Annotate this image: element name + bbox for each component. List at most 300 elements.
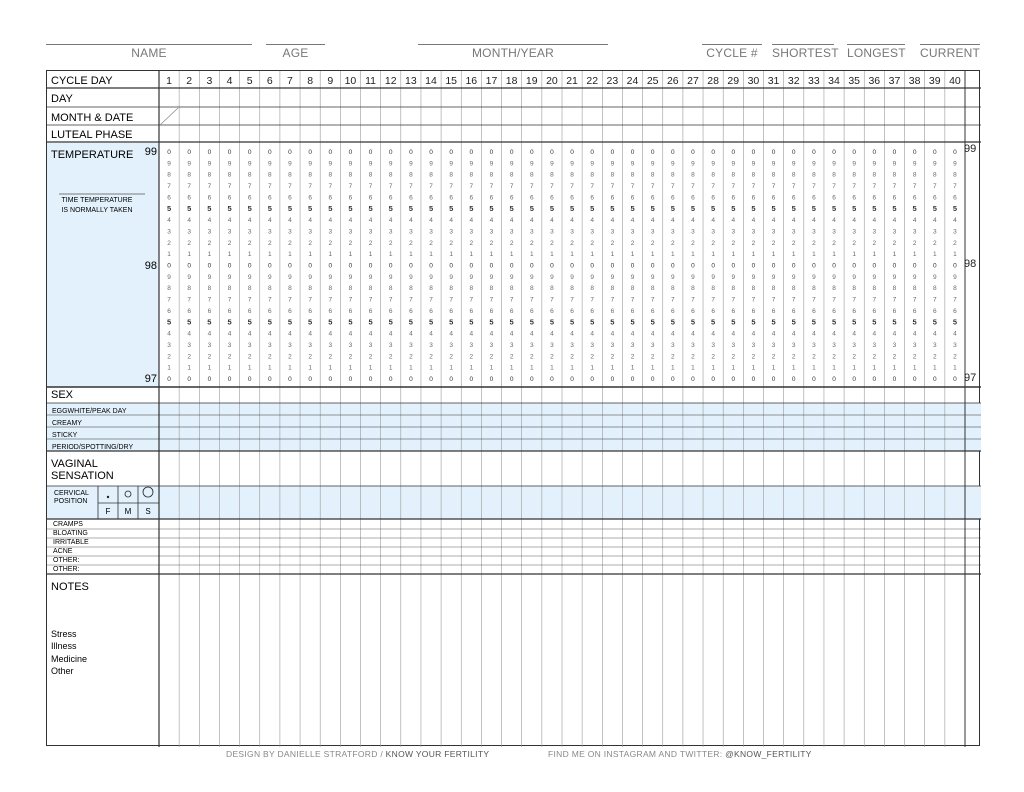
temperature-digit: 8: [550, 285, 554, 293]
temperature-digit: 2: [207, 353, 212, 361]
temperature-digit: 5: [831, 317, 837, 327]
temperature-digit: 0: [550, 376, 554, 383]
cervical-label-1: CERVICAL: [54, 490, 89, 497]
month-year-field[interactable]: [418, 38, 608, 62]
temperature-digit: 1: [812, 364, 816, 372]
temperature-digit: 7: [429, 183, 433, 191]
temperature-digit: 6: [469, 194, 474, 202]
temperature-digit: 8: [892, 285, 897, 293]
temperature-digit: 2: [932, 353, 937, 361]
temperature-digit: 3: [570, 341, 574, 349]
temperature-digit: 9: [650, 160, 655, 168]
temperature-digit: 2: [832, 239, 836, 247]
temperature-digit: 7: [328, 183, 333, 191]
temperature-digit: 3: [227, 228, 232, 236]
day-number: 37: [888, 75, 901, 87]
temperature-digit: 5: [731, 203, 736, 213]
temperature-digit: 0: [187, 262, 192, 270]
temperature-digit: 4: [469, 217, 474, 225]
cycle-day-label: CYCLE DAY: [51, 75, 113, 87]
temperature-digit: 5: [428, 317, 434, 327]
temperature-digit: 6: [630, 307, 635, 315]
temperature-digit: 5: [791, 203, 796, 213]
temperature-digit: 6: [771, 307, 776, 315]
temperature-digit: 3: [409, 228, 413, 236]
temperature-digit: 7: [308, 296, 312, 304]
temperature-digit: 5: [267, 203, 272, 213]
temperature-digit: 8: [932, 285, 937, 293]
temperature-digit: 1: [227, 251, 232, 259]
temperature-digit: 6: [207, 307, 212, 315]
temperature-digit: 0: [489, 376, 494, 383]
temperature-digit: 4: [570, 330, 574, 338]
temperature-digit: 1: [630, 364, 635, 372]
temperature-digit: 6: [509, 194, 514, 202]
temperature-digit: 8: [912, 171, 917, 179]
temperature-digit: 5: [207, 317, 212, 327]
temperature-digit: 4: [832, 330, 836, 338]
temperature-digit: 8: [449, 285, 453, 293]
temperature-digit: 8: [227, 171, 232, 179]
day-number: 26: [666, 75, 679, 87]
temperature-digit: 6: [550, 194, 554, 202]
temperature-digit: 0: [791, 376, 796, 383]
temperature-digit: 3: [167, 228, 171, 236]
temperature-digit: 2: [429, 353, 433, 361]
temperature-digit: 1: [429, 364, 433, 372]
temperature-digit: 0: [167, 262, 171, 270]
temperature-digit: 8: [731, 171, 736, 179]
creamy-label: CREAMY: [52, 420, 82, 427]
temperature-digit: 7: [449, 183, 453, 191]
temperature-digit: 2: [227, 353, 232, 361]
temperature-digit: 0: [751, 262, 756, 270]
temperature-digit: 2: [509, 239, 514, 247]
temperature-digit: 9: [409, 160, 413, 168]
temperature-digit: 5: [328, 203, 333, 213]
temperature-digit: 2: [167, 353, 171, 361]
footer-credit: [226, 749, 489, 759]
temperature-digit: 8: [409, 285, 413, 293]
temperature-digit: 0: [832, 376, 836, 383]
firm-label: F: [105, 507, 111, 516]
temperature-digit: 6: [932, 194, 937, 202]
temperature-digit: 8: [630, 285, 635, 293]
temperature-digit: 2: [529, 353, 534, 361]
temperature-digit: 7: [791, 296, 796, 304]
temperature-digit: 7: [409, 296, 413, 304]
temperature-digit: 2: [812, 353, 816, 361]
temperature-digit: 6: [529, 194, 534, 202]
temperature-digit: 3: [469, 228, 474, 236]
temperature-digit: 6: [368, 194, 373, 202]
temperature-digit: 7: [429, 296, 433, 304]
temperature-digit: 4: [368, 217, 373, 225]
temperature-digit: 4: [932, 330, 937, 338]
temperature-digit: 6: [489, 307, 494, 315]
temperature-digit: 0: [872, 376, 877, 383]
temperature-digit: 4: [892, 330, 897, 338]
temperature-digit: 2: [388, 353, 393, 361]
day-number: 34: [828, 75, 840, 87]
temperature-digit: 0: [227, 262, 232, 270]
temperature-digit: 9: [308, 273, 312, 281]
temperature-digit: 3: [630, 228, 635, 236]
temperature-digit: 9: [872, 273, 877, 281]
temperature-digit: 2: [852, 353, 856, 361]
temperature-digit: 5: [529, 203, 534, 213]
temperature-digit: 5: [932, 203, 937, 213]
temperature-digit: 3: [429, 341, 433, 349]
temperature-digit: 0: [388, 376, 393, 383]
temperature-digit: 0: [671, 149, 675, 156]
name-label: NAME: [131, 46, 167, 60]
temperature-digit: 5: [287, 317, 293, 327]
temperature-digit: 7: [550, 183, 554, 191]
temperature-digit: 1: [570, 251, 574, 259]
temperature-digit: 0: [852, 149, 856, 156]
temperature-digit: 4: [368, 330, 373, 338]
current-label: CURRENT: [920, 46, 981, 60]
temperature-digit: 6: [953, 307, 957, 315]
temperature-digit: 4: [751, 330, 756, 338]
temperature-digit: 0: [872, 262, 877, 270]
temperature-digit: 7: [630, 296, 635, 304]
temperature-digit: 6: [671, 194, 675, 202]
temperature-digit: 0: [489, 262, 494, 270]
temperature-digit: 1: [469, 251, 474, 259]
temperature-digit: 9: [590, 273, 595, 281]
cervical-label-2: POSITION: [54, 498, 88, 505]
temperature-digit: 7: [771, 296, 776, 304]
day-number: 25: [646, 75, 659, 87]
temperature-digit: 6: [348, 307, 353, 315]
temperature-digit: 9: [953, 160, 957, 168]
temperature-digit: 0: [812, 262, 816, 270]
temperature-digit: 9: [509, 273, 514, 281]
temperature-digit: 3: [288, 341, 292, 349]
temperature-digit: 8: [912, 285, 917, 293]
temperature-digit: 2: [469, 239, 474, 247]
temperature-digit: 3: [187, 341, 192, 349]
temperature-digit: 6: [751, 307, 756, 315]
temperature-digit: 0: [550, 262, 554, 270]
temperature-digit: 3: [812, 228, 816, 236]
temperature-digit: 0: [348, 376, 353, 383]
temperature-digit: 5: [912, 317, 917, 327]
temperature-digit: 3: [912, 228, 917, 236]
temperature-digit: 6: [368, 307, 373, 315]
temperature-digit: 1: [288, 364, 292, 372]
temperature-digit: 2: [852, 239, 856, 247]
temperature-digit: 5: [690, 203, 696, 213]
temperature-digit: 3: [469, 341, 474, 349]
temperature-digit: 2: [671, 239, 675, 247]
temperature-digit: 0: [590, 149, 595, 156]
temperature-digit: 4: [550, 330, 554, 338]
temperature-digit: 7: [610, 183, 615, 191]
temperature-digit: 3: [247, 341, 252, 349]
temperature-digit: 1: [167, 251, 171, 259]
fertility-chart: [46, 70, 980, 746]
temperature-digit: 8: [328, 171, 333, 179]
temperature-digit: 8: [368, 285, 373, 293]
temperature-digit: 2: [953, 353, 957, 361]
temperature-digit: 8: [812, 285, 816, 293]
temperature-digit: 4: [691, 217, 695, 225]
shortest-field[interactable]: [772, 38, 839, 62]
temperature-digit: 9: [852, 160, 856, 168]
temperature-digit: 5: [449, 317, 454, 327]
temperature-digit: 1: [711, 251, 715, 259]
temperature-digit: 3: [610, 228, 615, 236]
temperature-digit: 2: [368, 353, 373, 361]
temperature-digit: 4: [268, 217, 272, 225]
temperature-digit: 5: [529, 317, 534, 327]
temperature-digit: 2: [388, 239, 393, 247]
temperature-digit: 1: [953, 251, 957, 259]
temperature-digit: 2: [368, 239, 373, 247]
temperature-digit: 5: [892, 317, 897, 327]
longest-field[interactable]: [847, 38, 905, 62]
temperature-digit: 3: [711, 228, 715, 236]
temperature-digit: 3: [388, 341, 393, 349]
temperature-digit: 8: [791, 285, 796, 293]
temperature-digit: 0: [912, 262, 917, 270]
temperature-digit: 6: [429, 307, 433, 315]
day-number: 29: [727, 75, 740, 87]
temperature-digit: 2: [872, 353, 877, 361]
temperature-digit: 4: [409, 217, 413, 225]
temperature-digit: 2: [650, 353, 655, 361]
medicine-label: Medicine: [51, 654, 88, 664]
temperature-digit: 1: [368, 251, 373, 259]
temperature-digit: 9: [368, 160, 373, 168]
temperature-digit: 2: [187, 239, 192, 247]
temperature-digit: 9: [227, 273, 232, 281]
temperature-digit: 4: [852, 217, 856, 225]
day-number: 2: [186, 75, 193, 87]
temperature-digit: 3: [268, 228, 272, 236]
temperature-digit: 8: [610, 171, 615, 179]
temperature-digit: 3: [207, 228, 212, 236]
temperature-digit: 2: [731, 239, 736, 247]
temperature-digit: 6: [932, 307, 937, 315]
medium-label: M: [124, 507, 132, 516]
temperature-digit: 0: [469, 262, 474, 270]
temperature-digit: 3: [932, 341, 937, 349]
temperature-digit: 7: [832, 183, 836, 191]
temperature-digit: 2: [247, 239, 252, 247]
temperature-digit: 6: [731, 307, 736, 315]
temperature-digit: 8: [187, 171, 192, 179]
temperature-digit: 9: [812, 273, 816, 281]
temperature-digit: 4: [711, 217, 715, 225]
temperature-digit: 7: [247, 296, 252, 304]
temperature-digit: 8: [590, 285, 595, 293]
temperature-digit: 2: [711, 239, 715, 247]
temperature-digit: 7: [469, 296, 474, 304]
temperature-digit: 7: [711, 296, 715, 304]
temperature-digit: 9: [892, 273, 897, 281]
temperature-digit: 5: [912, 203, 917, 213]
temperature-digit: 1: [328, 364, 333, 372]
temperature-digit: 0: [892, 376, 897, 383]
day-number: 27: [687, 75, 699, 87]
temperature-digit: 6: [288, 194, 292, 202]
temperature-digit: 7: [912, 183, 917, 191]
temperature-digit: 3: [872, 228, 877, 236]
temperature-digit: 5: [166, 317, 172, 327]
temperature-digit: 5: [408, 317, 413, 327]
temperature-digit: 7: [268, 296, 272, 304]
temperature-digit: 6: [751, 194, 756, 202]
temperature-digit: 9: [409, 273, 413, 281]
temperature-digit: 1: [590, 251, 595, 259]
temperature-digit: 1: [348, 251, 353, 259]
temperature-digit: 4: [429, 217, 433, 225]
cycle-number-field[interactable]: [702, 38, 762, 62]
temperature-digit: 7: [187, 296, 192, 304]
temperature-digit: 7: [247, 183, 252, 191]
temperature-digit: 0: [247, 262, 252, 270]
temperature-digit: 0: [328, 149, 333, 156]
temperature-digit: 0: [832, 149, 836, 156]
temperature-digit: 3: [671, 341, 675, 349]
temperature-digit: 1: [872, 251, 877, 259]
temperature-digit: 9: [610, 160, 615, 168]
temperature-digit: 0: [650, 262, 655, 270]
temperature-digit: 4: [449, 330, 453, 338]
temperature-digit: 5: [428, 203, 434, 213]
temperature-digit: 5: [751, 317, 756, 327]
temperature-digit: 2: [469, 353, 474, 361]
vaginal-label-1: VAGINAL: [51, 458, 98, 470]
temperature-digit: 2: [308, 353, 312, 361]
temperature-digit: 9: [288, 273, 292, 281]
temperature-digit: 7: [671, 183, 675, 191]
temperature-digit: 6: [691, 194, 695, 202]
temperature-digit: 2: [751, 353, 756, 361]
temperature-digit: 9: [247, 273, 252, 281]
temperature-digit: 6: [650, 194, 655, 202]
irritable-label: IRRITABLE: [53, 539, 89, 546]
vaginal-label-2: SENSATION: [51, 470, 114, 482]
temperature-label-band: [47, 143, 159, 387]
temperature-digit: 2: [872, 239, 877, 247]
temperature-digit: 4: [872, 217, 877, 225]
temperature-digit: 0: [509, 262, 514, 270]
temperature-digit: 9: [268, 160, 272, 168]
temperature-digit: 0: [650, 376, 655, 383]
temperature-digit: 1: [650, 364, 655, 372]
temperature-digit: 0: [610, 262, 615, 270]
temperature-digit: 8: [953, 171, 957, 179]
temperature-digit: 7: [489, 296, 494, 304]
temperature-digit: 8: [368, 171, 373, 179]
temperature-digit: 0: [348, 262, 353, 270]
temperature-digit: 1: [852, 251, 856, 259]
temperature-digit: 3: [691, 228, 695, 236]
day-number: 36: [868, 75, 881, 87]
temperature-digit: 7: [509, 296, 514, 304]
temperature-digit: 1: [529, 364, 534, 372]
temperature-digit: 7: [348, 183, 353, 191]
temperature-digit: 8: [650, 171, 655, 179]
temperature-digit: 9: [529, 273, 534, 281]
temperature-digit: 0: [328, 262, 333, 270]
temperature-digit: 6: [328, 307, 333, 315]
temperature-digit: 9: [671, 273, 675, 281]
temperature-digit: 4: [590, 217, 595, 225]
temperature-digit: 8: [449, 171, 453, 179]
temperature-digit: 5: [469, 203, 474, 213]
period-label: PERIOD/SPOTTING/DRY: [52, 444, 134, 451]
temperature-digit: 3: [812, 341, 816, 349]
temperature-digit: 0: [771, 149, 776, 156]
temperature-digit: 6: [872, 307, 877, 315]
temperature-digit: 4: [771, 217, 776, 225]
age-label: AGE: [282, 46, 309, 60]
temperature-digit: 8: [429, 285, 433, 293]
temperature-digit: 8: [570, 285, 574, 293]
day-number: 17: [485, 75, 498, 87]
chart-grid[interactable]: [47, 71, 981, 747]
temperature-digit: 2: [268, 353, 272, 361]
temperature-digit: 9: [207, 160, 212, 168]
temperature-digit: 4: [671, 217, 675, 225]
temperature-digit: 1: [832, 364, 836, 372]
temperature-digit: 5: [610, 317, 615, 327]
temperature-digit: 9: [590, 160, 595, 168]
temperature-digit: 6: [892, 307, 897, 315]
name-field[interactable]: [46, 38, 252, 62]
temperature-digit: 0: [529, 149, 534, 156]
age-field[interactable]: [266, 38, 325, 62]
temperature-digit: 5: [388, 317, 393, 327]
temperature-digit: 8: [671, 285, 675, 293]
temperature-digit: 4: [247, 217, 252, 225]
temperature-digit: 4: [731, 330, 736, 338]
temperature-digit: 9: [449, 273, 453, 281]
temperature-digit: 4: [328, 330, 333, 338]
temperature-digit: 6: [570, 307, 574, 315]
temperature-digit: 2: [409, 239, 413, 247]
temperature-digit: 0: [187, 149, 192, 156]
temperature-digit: 0: [791, 149, 796, 156]
temperature-digit: 1: [449, 251, 453, 259]
temperature-digit: 0: [207, 376, 212, 383]
temperature-digit: 2: [791, 239, 796, 247]
temperature-digit: 0: [731, 376, 736, 383]
temperature-digit: 1: [731, 364, 736, 372]
temperature-digit: 9: [912, 160, 917, 168]
temperature-digit: 5: [771, 317, 776, 327]
temperature-digit: 4: [751, 217, 756, 225]
temperature-digit: 9: [751, 160, 756, 168]
temperature-digit: 3: [671, 228, 675, 236]
temperature-digit: 7: [227, 183, 232, 191]
current-field[interactable]: [920, 38, 980, 62]
day-number: 4: [226, 75, 233, 87]
temperature-digit: 6: [852, 307, 856, 315]
temperature-digit: 7: [328, 296, 333, 304]
temperature-digit: 9: [529, 160, 534, 168]
temperature-digit: 3: [932, 228, 937, 236]
temperature-digit: 7: [751, 183, 756, 191]
temperature-digit: 0: [348, 149, 353, 156]
temperature-digit: 0: [731, 149, 736, 156]
